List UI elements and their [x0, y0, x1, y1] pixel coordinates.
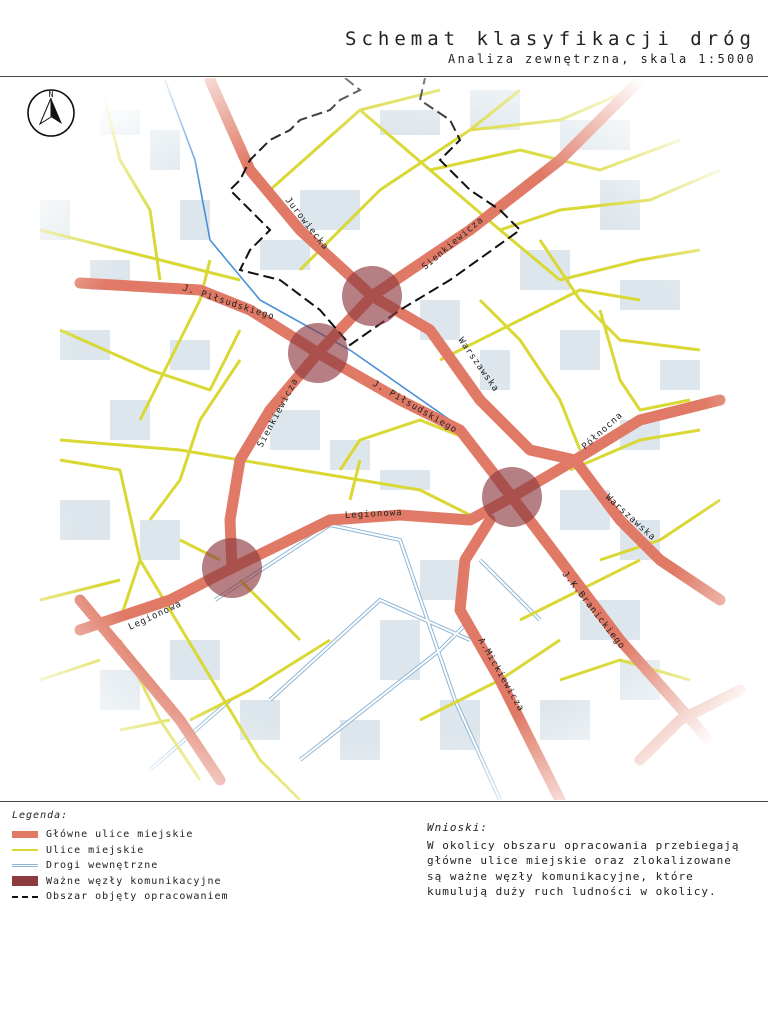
node-swatch: [12, 876, 38, 886]
legend-item-nodes: [12, 874, 392, 890]
conclusions-line: W okolicy obszaru opracowania przebiegają: [427, 838, 740, 852]
internal-road-swatch: [12, 864, 38, 867]
page-subtitle: Analiza zewnętrzna, skala 1:5000: [448, 52, 756, 66]
legend-label: Obszar objęty opracowaniem: [46, 891, 229, 903]
legend-label: Ulice miejskie: [46, 844, 145, 856]
legend-label: Główne ulice miejskie: [46, 829, 194, 841]
city-street-swatch: [12, 849, 38, 851]
main-street-swatch: [12, 831, 38, 838]
study-area-swatch: [12, 896, 38, 898]
legend-item-city-streets: [12, 843, 392, 859]
header-divider: [0, 76, 768, 77]
legend-item-main-streets: [12, 827, 392, 843]
footer-divider: [0, 801, 768, 802]
legend-item-internal-roads: [12, 858, 392, 874]
page-title: Schemat klasyfikacji dróg: [345, 28, 756, 50]
conclusions-line: główne ulice miejskie oraz zlokalizowane: [427, 854, 732, 867]
legend-title: Legenda:: [12, 810, 69, 821]
map-canvas: [0, 78, 768, 800]
north-letter: N: [48, 90, 54, 99]
conclusions-line: są ważne węzły komunikacyjne, które: [427, 869, 694, 883]
legend: [12, 810, 392, 905]
legend-label: Drogi wewnętrzne: [46, 860, 159, 872]
conclusions-title: Wnioski:: [427, 821, 488, 834]
north-arrow-icon: [26, 88, 76, 138]
road-map[interactable]: [0, 78, 768, 800]
conclusions: [427, 820, 757, 900]
legend-label: Ważne węzły komunikacyjne: [46, 875, 222, 887]
legend-item-study-area: [12, 889, 392, 905]
conclusions-line: kumulują duży ruch ludności w okolicy.: [427, 885, 717, 898]
